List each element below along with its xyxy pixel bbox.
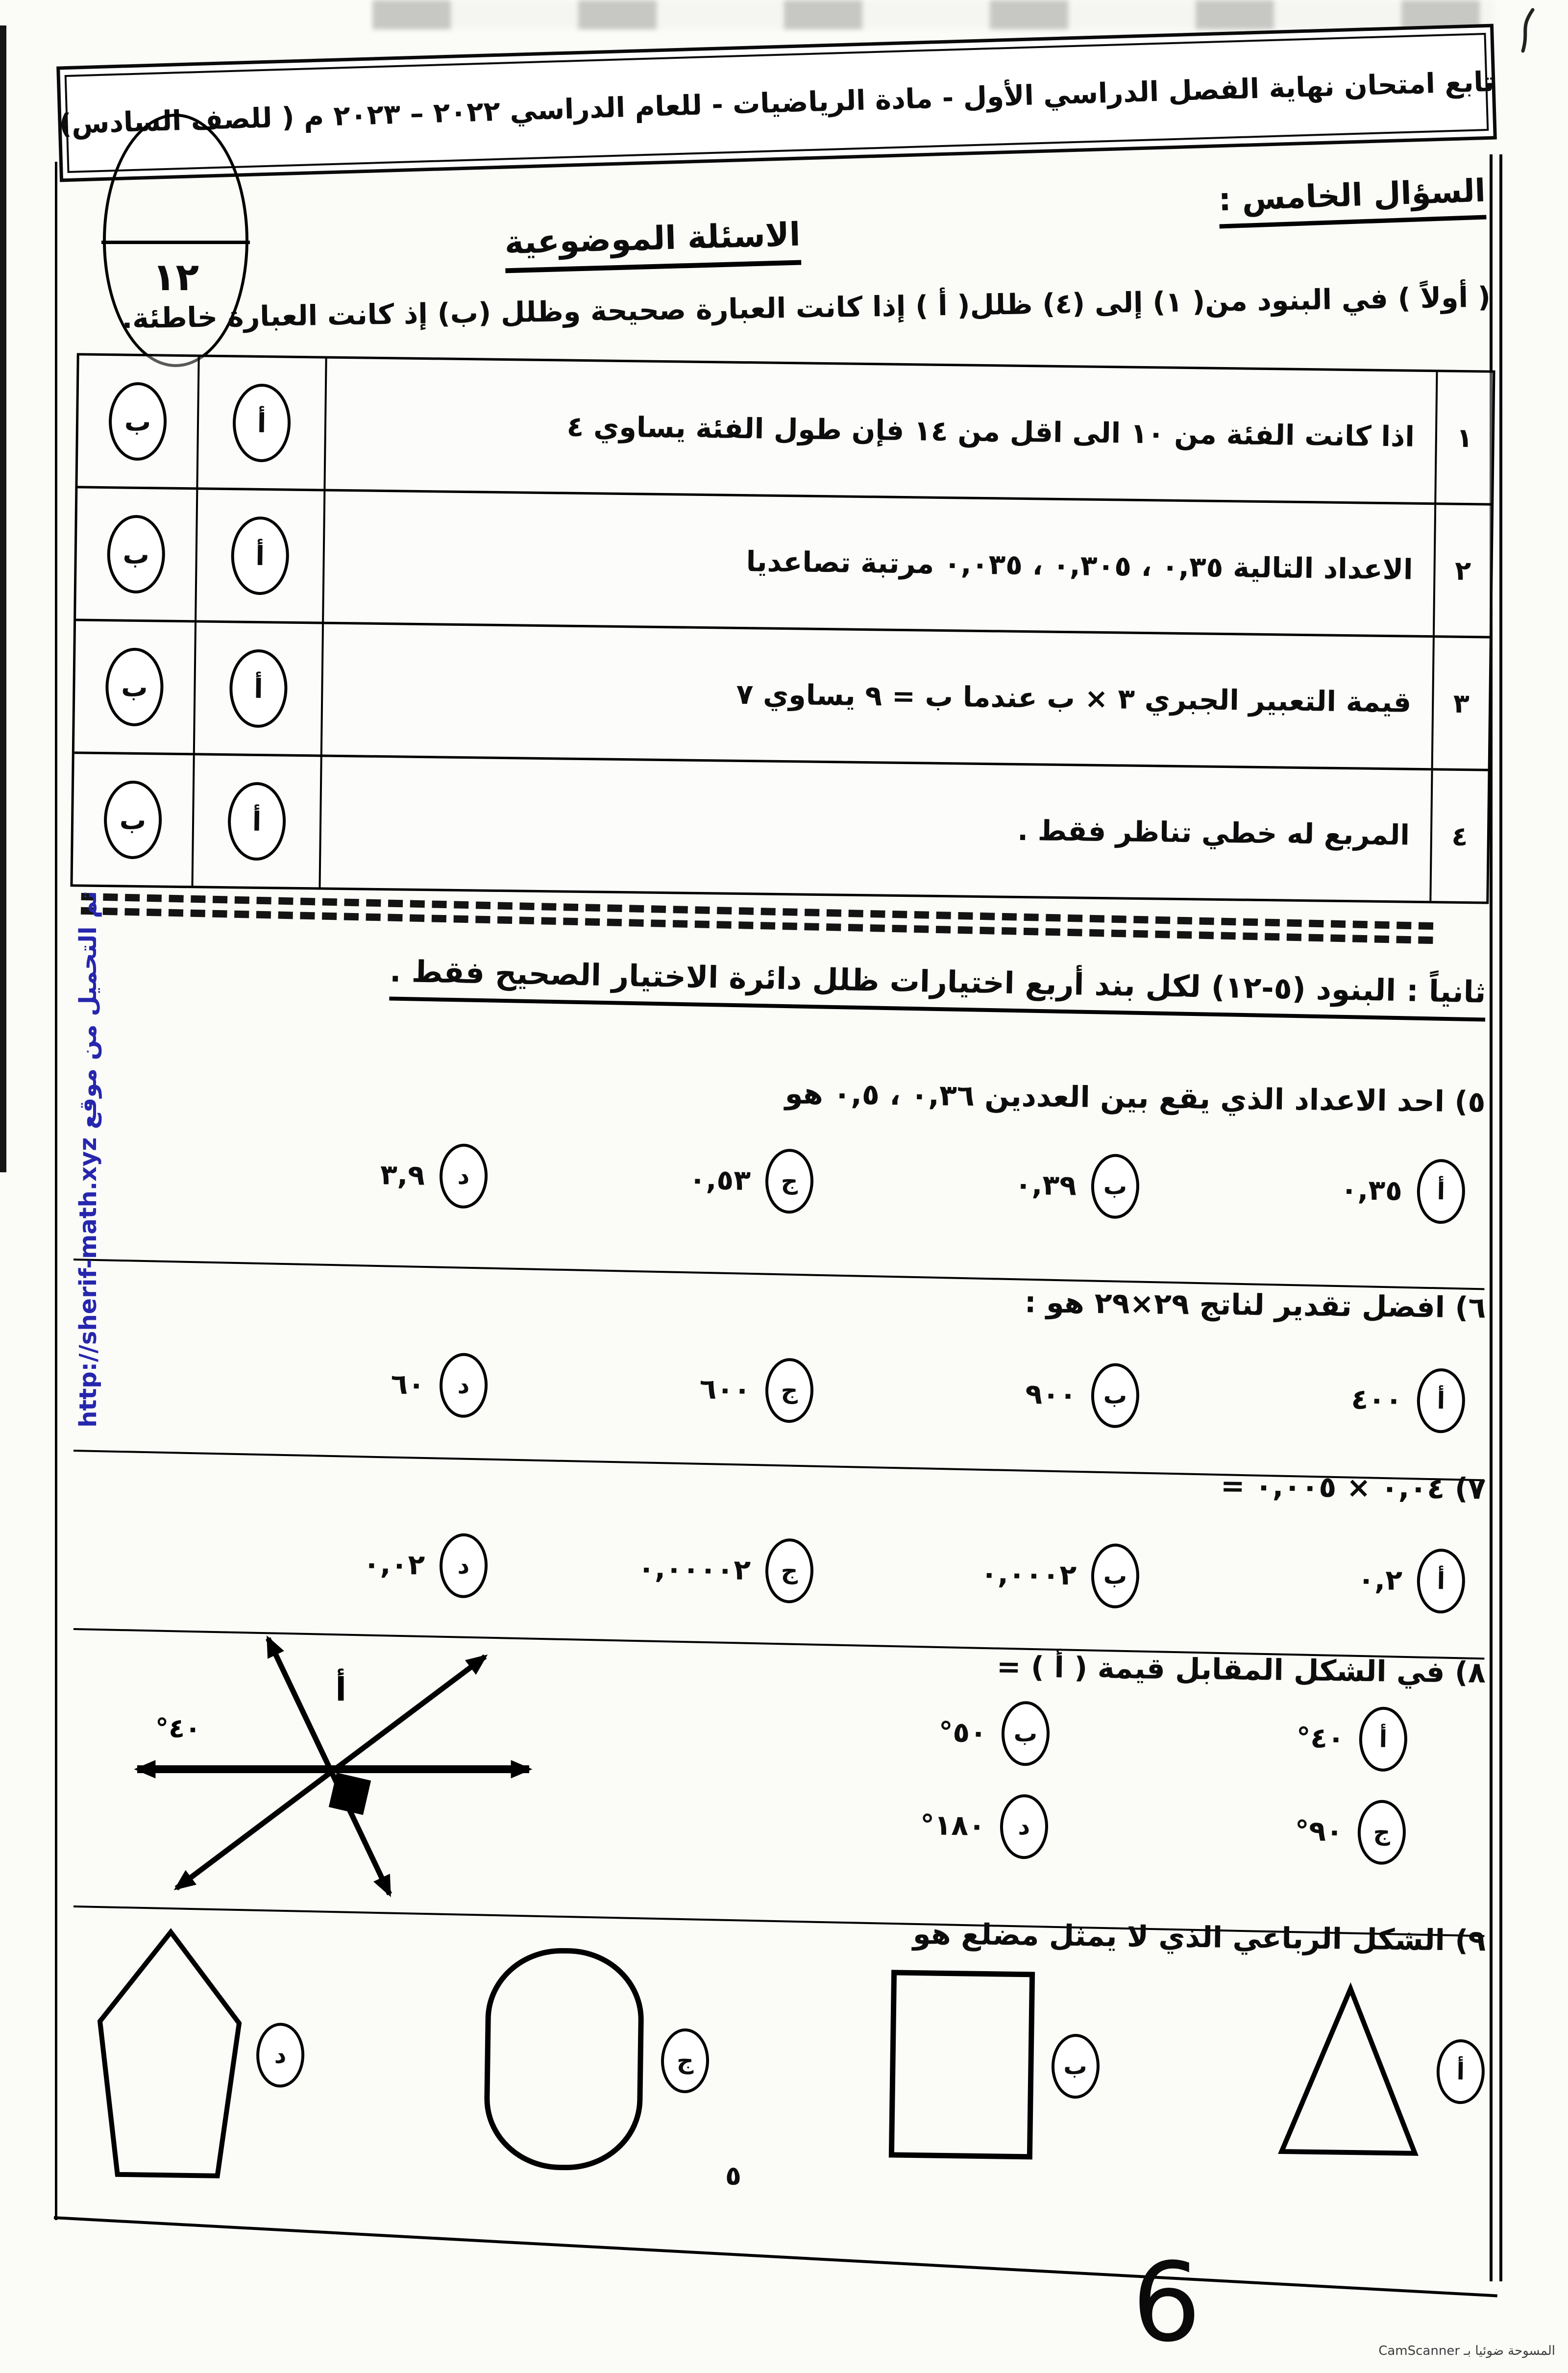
option-value: ٠,٣٩ bbox=[1014, 1168, 1077, 1202]
instruction-second: ثانياً : البنود (٥-١٢) لكل بند أربع اختيارات ظلل دائرة الاختيار الصحيح فقط . bbox=[389, 954, 1486, 1022]
answer-bubble-b[interactable]: ب bbox=[107, 515, 166, 593]
cell-option-a bbox=[196, 357, 325, 489]
option-bubble[interactable]: د bbox=[439, 1143, 488, 1209]
question-6-options bbox=[161, 1348, 1466, 1434]
option-value: ٥٠° bbox=[938, 1716, 987, 1750]
answer-bubble-a[interactable]: أ bbox=[229, 649, 288, 728]
option-value: ٠,٠٠٠٢ bbox=[980, 1557, 1077, 1592]
answer-bubble-a[interactable]: أ bbox=[232, 383, 291, 462]
option-bubble[interactable]: ب bbox=[1051, 2033, 1100, 2099]
option-value: ٠,٣٥ bbox=[1340, 1173, 1403, 1207]
question-9: ٩) الشكل الرباعي الذي لا يمثل مضلع هو bbox=[912, 1916, 1486, 1958]
divider bbox=[74, 1259, 1484, 1290]
option-bubble[interactable]: أ bbox=[1417, 1159, 1466, 1224]
option-value: ٣,٩ bbox=[380, 1159, 425, 1192]
option-bubble[interactable]: ب bbox=[1091, 1363, 1140, 1429]
option-bubble[interactable]: ج bbox=[661, 2028, 710, 2093]
question-heading: السؤال الخامس : bbox=[1218, 173, 1486, 229]
mcq-option bbox=[487, 1144, 814, 1214]
row-statement: اذا كانت الفئة من ١٠ الى اقل من ١٤ فإن طول الفئة يساوي ٤ bbox=[323, 359, 1436, 503]
mcq-option bbox=[1139, 1154, 1466, 1224]
answer-bubble-a[interactable]: أ bbox=[227, 782, 286, 861]
option-bubble[interactable]: ج bbox=[765, 1358, 814, 1423]
header-band bbox=[56, 24, 1497, 182]
cell-option-a bbox=[195, 490, 323, 621]
answer-bubble-a[interactable]: أ bbox=[231, 516, 290, 595]
table-row bbox=[74, 621, 1490, 771]
option-value: ٠,٥٣ bbox=[688, 1163, 751, 1197]
pen-mark-icon bbox=[1518, 7, 1544, 56]
mcq-option bbox=[884, 1966, 1101, 2165]
score-divider bbox=[101, 241, 249, 244]
mcq-option bbox=[487, 1534, 814, 1604]
option-bubble[interactable]: ج bbox=[765, 1148, 814, 1214]
table-row bbox=[76, 488, 1491, 638]
option-bubble[interactable]: د bbox=[1000, 1794, 1049, 1859]
cell-option-a bbox=[193, 622, 322, 754]
question-8: ٨) في الشكل المقابل قيمة ( أ ) = bbox=[996, 1649, 1486, 1690]
score-value: ١٢ bbox=[152, 255, 199, 299]
watermark-link[interactable]: تم التحميل من موقع http://sherif-math.xyz bbox=[74, 891, 102, 1428]
option-value: ٩٠° bbox=[1295, 1814, 1344, 1848]
option-value: ٤٠° bbox=[1296, 1721, 1345, 1755]
option-value: ٠,٢ bbox=[1357, 1563, 1403, 1597]
option-value: ٦٠ bbox=[390, 1368, 425, 1401]
mcq-option bbox=[1049, 1702, 1408, 1772]
camscanner-note: المسوحة ضوئيا بـ CamScanner bbox=[1378, 2344, 1555, 2358]
row-statement: قيمة التعبير الجبري ٣ × ب عندما ب = ٩ يساوي ٧ bbox=[320, 624, 1433, 768]
scan-edge-shadow bbox=[0, 25, 6, 1172]
answer-bubble-b[interactable]: ب bbox=[103, 780, 162, 859]
option-value: ٦٠٠ bbox=[699, 1373, 751, 1406]
section-title: الاسئلة الموضوعية bbox=[504, 216, 801, 273]
option-value: ١٨٠° bbox=[920, 1808, 986, 1842]
true-false-table bbox=[70, 353, 1495, 904]
triangle-shape bbox=[1274, 1981, 1424, 2159]
option-bubble[interactable]: أ bbox=[1417, 1368, 1466, 1434]
question-5-options bbox=[161, 1139, 1466, 1224]
mcq-option bbox=[690, 1789, 1049, 1859]
option-value: ٩٠٠ bbox=[1025, 1378, 1077, 1411]
answer-bubble-b[interactable]: ب bbox=[105, 647, 164, 726]
mcq-option bbox=[691, 1696, 1050, 1766]
cell-option-b bbox=[76, 488, 196, 620]
option-bubble[interactable]: د bbox=[439, 1353, 488, 1418]
question-5: ٥) احد الاعداد الذي يقع بين العددين ٠,٣٦ ، ٠,٥ هو bbox=[785, 1076, 1486, 1119]
scan-smudge bbox=[372, 0, 1494, 29]
row-number: ٣ bbox=[1431, 638, 1490, 768]
pentagon-shape bbox=[94, 1925, 245, 2182]
row-statement: الاعداد التالية ٠,٣٥ ، ٠,٣٠٥ ، ٠,٠٣٥ مرتبة تصاعديا bbox=[322, 492, 1434, 636]
mcq-option bbox=[94, 1925, 306, 2183]
option-bubble[interactable]: ب bbox=[1091, 1543, 1140, 1609]
option-bubble[interactable]: ج bbox=[765, 1538, 814, 1604]
cell-option-a bbox=[191, 755, 320, 887]
row-number: ٢ bbox=[1433, 505, 1491, 636]
page-number-arabic: ٥ bbox=[725, 2160, 741, 2191]
option-bubble[interactable]: د bbox=[256, 2023, 305, 2088]
mcq-option bbox=[813, 1149, 1140, 1219]
option-bubble[interactable]: ب bbox=[1001, 1701, 1050, 1766]
option-value: ٠,٠٠٠٠٢ bbox=[637, 1552, 751, 1586]
mcq-option bbox=[161, 1348, 488, 1418]
option-value: ٤٠٠ bbox=[1350, 1383, 1403, 1416]
question-7-options bbox=[161, 1529, 1466, 1614]
option-bubble[interactable]: ب bbox=[1091, 1154, 1140, 1219]
instruction-first: ( أولاً ) في البنود من( ١) إلى (٤) ظلل( أ ) إذا كانت العبارة صحيحة وظلل (ب) إذ كانت العبارة خاطئة. bbox=[121, 281, 1491, 335]
mcq-option bbox=[479, 1943, 711, 2176]
question-7: ٧) ٠,٠٤ × ٠,٠٠٥ = bbox=[1220, 1468, 1486, 1506]
row-number: ١ bbox=[1434, 372, 1493, 503]
table-row bbox=[73, 754, 1488, 901]
angle-40-label: ٤٠° bbox=[155, 1713, 201, 1744]
option-bubble[interactable]: أ bbox=[1359, 1706, 1408, 1772]
rectangle-shape bbox=[884, 1966, 1039, 2164]
row-number: ٤ bbox=[1429, 770, 1488, 901]
frame-bottom-border bbox=[54, 2216, 1497, 2298]
mcq-option bbox=[161, 1139, 488, 1209]
cell-option-b bbox=[74, 621, 195, 753]
intersecting-lines-figure bbox=[96, 1620, 586, 1904]
mcq-option bbox=[813, 1539, 1140, 1608]
answer-bubble-b[interactable]: ب bbox=[108, 382, 167, 461]
page-number: 6 bbox=[1132, 2240, 1201, 2366]
option-value: ٠,٠٢ bbox=[363, 1548, 425, 1582]
stadium-shape bbox=[479, 1943, 649, 2175]
mcq-option bbox=[1274, 1981, 1486, 2160]
angle-a-label: أ bbox=[335, 1671, 346, 1708]
page-title: تابع امتحان نهاية الفصل الدراسي الأول - مادة الرياضيات - للعام الدراسي ٢٠٢٢ – ٢٠٢٣ م ( للصف السادس) bbox=[65, 33, 1489, 173]
mcq-option bbox=[1139, 1363, 1466, 1433]
question-8-options bbox=[689, 1696, 1408, 1894]
question-9-options bbox=[94, 1950, 1486, 2175]
mcq-option bbox=[1048, 1795, 1406, 1865]
mcq-option bbox=[1139, 1544, 1466, 1613]
mcq-option bbox=[813, 1359, 1140, 1428]
frame-left-border bbox=[55, 162, 57, 2220]
option-bubble[interactable]: د bbox=[439, 1533, 488, 1599]
mcq-option bbox=[161, 1529, 488, 1598]
table-row bbox=[77, 355, 1493, 505]
option-bubble[interactable]: أ bbox=[1417, 1548, 1466, 1614]
cell-option-b bbox=[73, 754, 193, 886]
option-bubble[interactable]: ج bbox=[1357, 1800, 1406, 1865]
question-6: ٦) افضل تقدير لناتج ٢٩×٢٩ هو : bbox=[1024, 1285, 1486, 1325]
option-bubble[interactable]: أ bbox=[1436, 2039, 1485, 2104]
row-statement: المربع له خطي تناظر فقط . bbox=[318, 757, 1431, 901]
cell-option-b bbox=[77, 355, 197, 487]
mcq-option bbox=[487, 1354, 814, 1423]
